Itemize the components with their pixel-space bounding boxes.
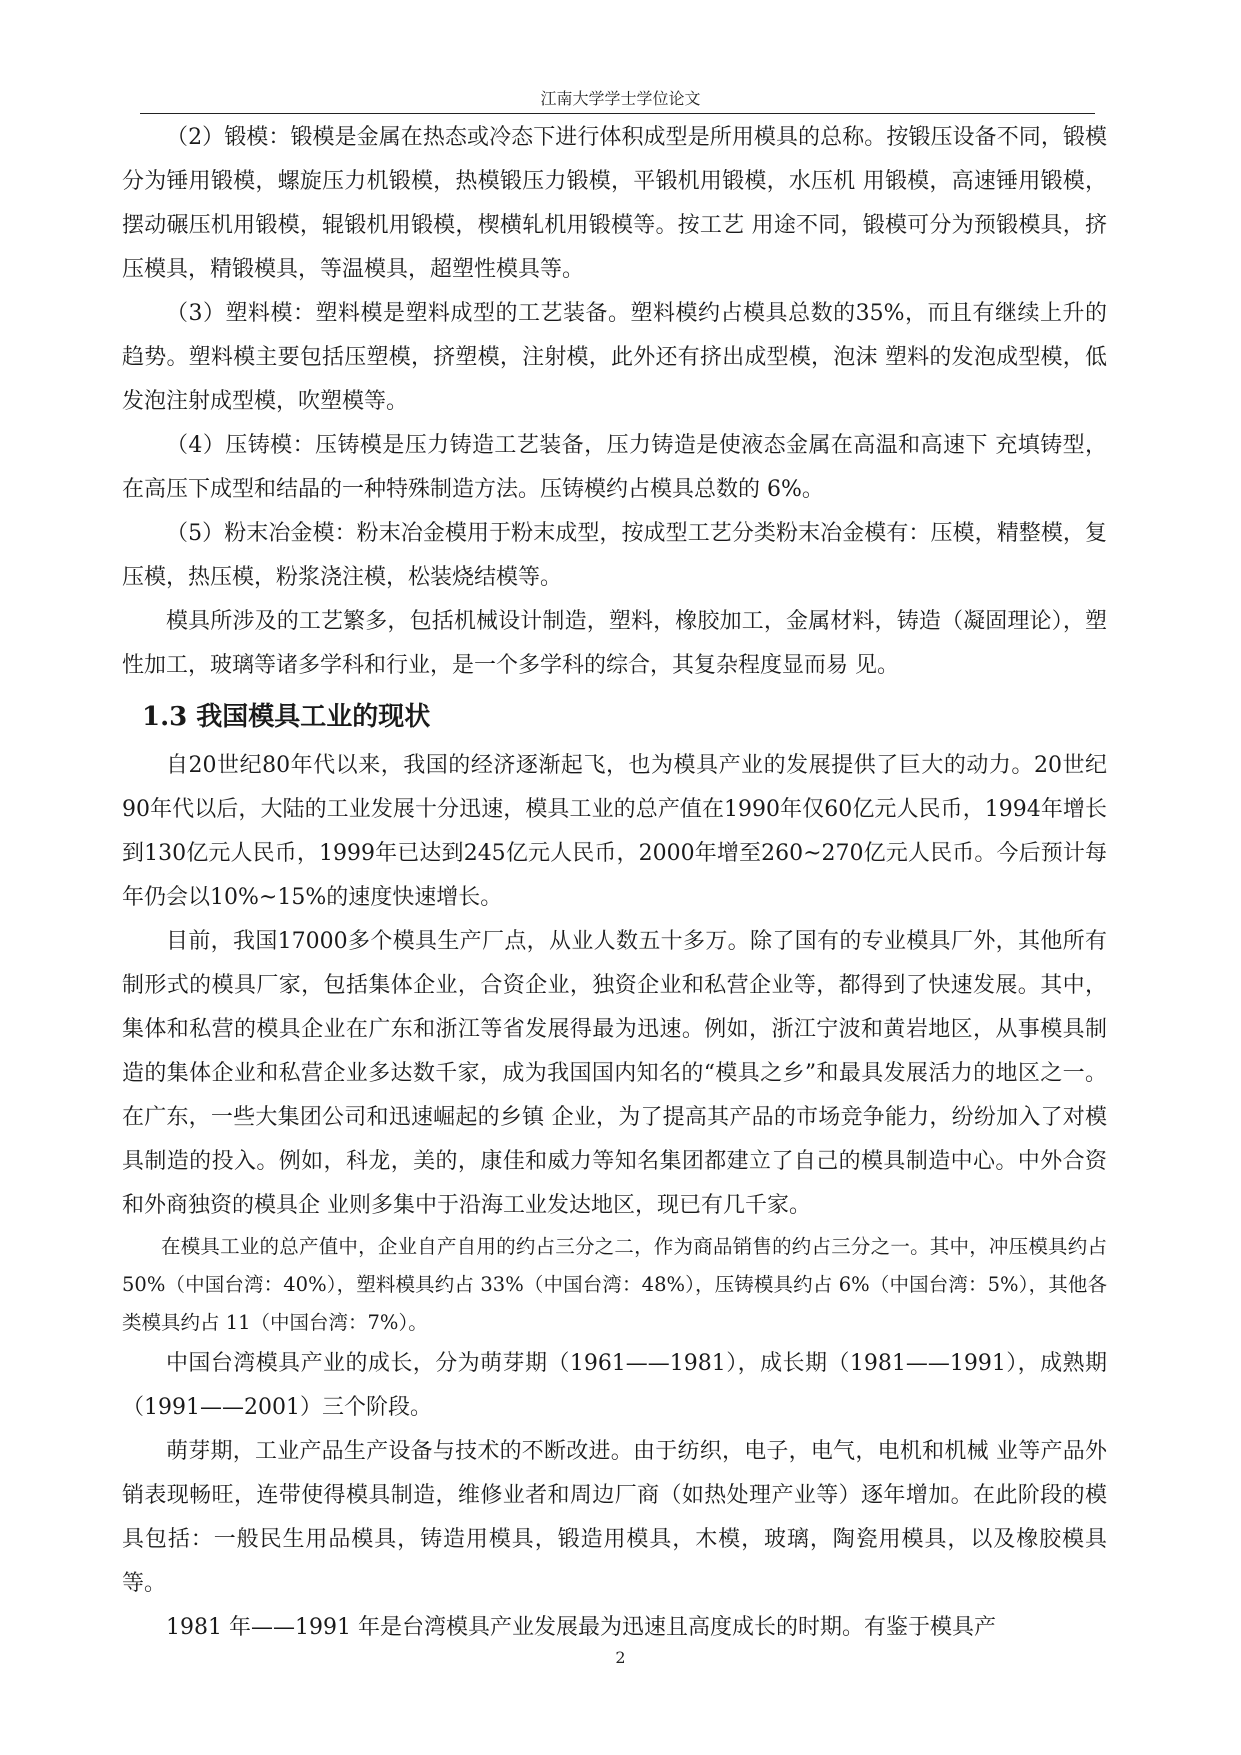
- paragraph-industry-status: 目前，我国17000多个模具生产厂点，从业人数五十多万。除了国有的专业模具厂外，其他所有制形式的模具厂家，包括集体企业，合资企业，独资企业和私营企业等，都得到了快速发展。其中，集体和私营的模具企业在广东和浙江等省发展得最为迅速。例如，浙江宁波和黄岩地区，从事模具制造的集体企业和私营企业多达数千家，成为我国国内知名的“模具之乡”和最具发展活力的地区之一。在广东，一些大集团公司和迅速崛起的乡镇 企业，为了提高其产品的市场竞争能力，纷纷加入了对模具制造的投入。例如，科龙，美的，康佳和威力等知名集团都建立了自己的模具制造中心。中外合资和外商独资的模具企 业则多集中于沿海工业发达地区，现已有几千家。: [122, 929, 1107, 1218]
- paragraph-forging-die: （2）锻模：锻模是金属在热态或冷态下进行体积成型是所用模具的总称。按锻压设备不同，锻模分为锤用锻模，螺旋压力机锻模，热模锻压力锻模，平锻机用锻模，水压机 用锻模，高速锤用锻模，摆动碾压机用锻模，辊锻机用锻模，楔横轧机用锻模等。按工艺 用途不同，锻模可分为预锻模具，挤压模具，精锻模具，等温模具，超塑性模具等。: [122, 125, 1107, 282]
- paragraph-taiwan-stages: 中国台湾模具产业的成长，分为萌芽期（1961——1981），成长期（1981——1991），成熟期（1991——2001）三个阶段。: [122, 1351, 1107, 1420]
- paragraph-powder-metallurgy: （5）粉末冶金模：粉末冶金模用于粉末成型，按成型工艺分类粉末冶金模有：压模，精整模，复压模，热压模，粉浆浇注模，松装烧结模等。: [122, 521, 1107, 590]
- running-header: 江南大学学士学位论文: [540, 89, 701, 108]
- paragraph-output-share: 在模具工业的总产值中，企业自产自用的约占三分之二，作为商品销售的约占三分之一。其中，冲压模具约占 50%（中国台湾：40%），塑料模具约占 33%（中国台湾：48%），压铸模具约占 6%（中国台湾：5%），其他各类模具约占 11（中国台湾：7%）。: [122, 1235, 1107, 1334]
- page-number: 2: [615, 1648, 626, 1667]
- paragraph-growth-stage: 1981 年——1991 年是台湾模具产业发展最为迅速且高度成长的时期。有鉴于模具产: [166, 1615, 996, 1640]
- header-rule: [140, 113, 1095, 114]
- paragraph-industry-growth: 自20世纪80年代以来，我国的经济逐渐起飞，也为模具产业的发展提供了巨大的动力。20世纪90年代以后，大陆的工业发展十分迅速，模具工业的总产值在1990年仅60亿元人民币，1994年增长到130亿元人民币，1999年已达到245亿元人民币，2000年增至260~270亿元人民币。今后预计每年仍会以10%~15%的速度快速增长。: [122, 753, 1107, 910]
- section-heading: 1.3 我国模具工业的现状: [142, 702, 431, 732]
- paragraph-die-casting: （4）压铸模：压铸模是压力铸造工艺装备，压力铸造是使液态金属在高温和高速下 充填铸型，在高压下成型和结晶的一种特殊制造方法。压铸模约占模具总数的 6%。: [122, 433, 1107, 502]
- paragraph-plastic-mold: （3）塑料模：塑料模是塑料成型的工艺装备。塑料模约占模具总数的35%，而且有继续上升的趋势。塑料模主要包括压塑模，挤塑模，注射模，此外还有挤出成型模，泡沫 塑料的发泡成型模，低发泡注射成型模，吹塑模等。: [122, 301, 1107, 414]
- body-text: [122, 116, 1107, 1650]
- paragraph-mold-process: 模具所涉及的工艺繁多，包括机械设计制造，塑料，橡胶加工，金属材料，铸造（凝固理论），塑性加工，玻璃等诸多学科和行业，是一个多学科的综合，其复杂程度显而易 见。: [122, 609, 1107, 678]
- paragraph-sprout-stage: 萌芽期，工业产品生产设备与技术的不断改进。由于纺织，电子，电气，电机和机械 业等产品外销表现畅旺，连带使得模具制造，维修业者和周边厂商（如热处理产业等）逐年增加。在此阶段的模具包括：一般民生用品模具，铸造用模具，锻造用模具，木模，玻璃，陶瓷用模具，以及橡胶模具等。: [122, 1439, 1107, 1596]
